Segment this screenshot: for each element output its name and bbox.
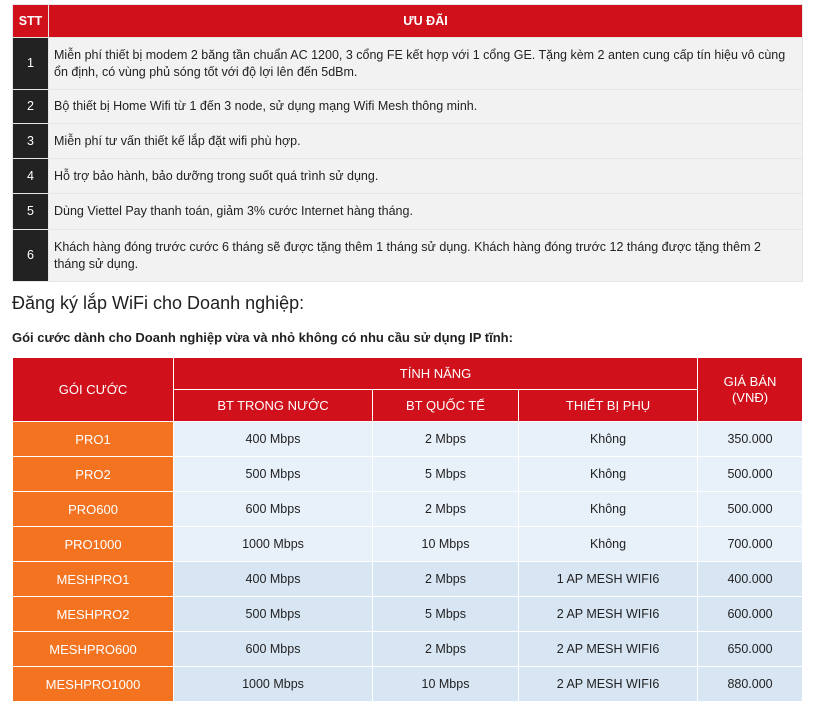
benefit-text: Hỗ trợ bảo hành, bảo dưỡng trong suốt quá trình sử dụng.: [49, 159, 803, 194]
plan-row: [13, 422, 803, 457]
plan-price: 600.000: [698, 597, 803, 632]
features-header: TÍNH NĂNG: [174, 358, 698, 390]
price-header-line1: GIÁ BÁN: [723, 373, 777, 389]
benefit-number: 1: [13, 38, 49, 90]
benefit-text: Miễn phí tư vấn thiết kế lắp đặt wifi phù hợp.: [49, 124, 803, 159]
benefit-row: [13, 90, 803, 124]
plan-price: 650.000: [698, 632, 803, 667]
plan-name: MESHPRO1000: [13, 667, 174, 702]
benefit-text: Miễn phí thiết bị modem 2 băng tần chuẩn AC 1200, 3 cổng FE kết hợp với 1 cổng GE. Tặng kèm 2 anten cung cấp tín hiệu vô cùng ổn định, có vùng phủ sóng tốt với độ lợi lên đến 5dBm.: [49, 38, 803, 90]
plan-domestic: 600 Mbps: [174, 492, 373, 527]
benefit-row: [13, 194, 803, 230]
plan-international: 2 Mbps: [373, 492, 519, 527]
benefit-number: 6: [13, 230, 49, 282]
plans-table: [12, 357, 803, 702]
plan-row: [13, 492, 803, 527]
benefit-number: 4: [13, 159, 49, 194]
plan-international: 5 Mbps: [373, 597, 519, 632]
plan-price: 880.000: [698, 667, 803, 702]
domestic-bandwidth-header: BT TRONG NƯỚC: [174, 390, 373, 422]
price-header: [698, 358, 803, 422]
plan-device: 2 AP MESH WIFI6: [519, 597, 698, 632]
benefit-row: [13, 159, 803, 194]
benefit-row: [13, 230, 803, 282]
offer-header: ƯU ĐÃI: [49, 5, 803, 38]
plan-name: MESHPRO600: [13, 632, 174, 667]
plan-device: Không: [519, 492, 698, 527]
plan-domestic: 1000 Mbps: [174, 667, 373, 702]
plan-name: PRO2: [13, 457, 174, 492]
plan-price: 400.000: [698, 562, 803, 597]
benefit-number: 2: [13, 90, 49, 124]
plan-name: MESHPRO2: [13, 597, 174, 632]
plan-device: 1 AP MESH WIFI6: [519, 562, 698, 597]
plan-price: 500.000: [698, 457, 803, 492]
plan-domestic: 600 Mbps: [174, 632, 373, 667]
plan-international: 10 Mbps: [373, 667, 519, 702]
plan-device: 2 AP MESH WIFI6: [519, 632, 698, 667]
plan-row: [13, 527, 803, 562]
plan-device: Không: [519, 422, 698, 457]
benefit-row: [13, 38, 803, 90]
benefit-text: Khách hàng đóng trước cước 6 tháng sẽ được tặng thêm 1 tháng sử dụng. Khách hàng đóng trước 12 tháng được tặng thêm 2 tháng sử dụng.: [49, 230, 803, 282]
plan-row: [13, 457, 803, 492]
benefits-header-row: [13, 5, 803, 38]
plan-row: [13, 562, 803, 597]
plan-device: Không: [519, 527, 698, 562]
section-subtitle: Gói cước dành cho Doanh nghiệp vừa và nhỏ không có nhu cầu sử dụng IP tĩnh:: [12, 330, 513, 345]
plan-domestic: 400 Mbps: [174, 562, 373, 597]
benefit-row: [13, 124, 803, 159]
plan-row: [13, 632, 803, 667]
device-header: THIẾT BỊ PHỤ: [519, 390, 698, 422]
benefit-text: Dùng Viettel Pay thanh toán, giảm 3% cước Internet hàng tháng.: [49, 194, 803, 230]
plan-price: 700.000: [698, 527, 803, 562]
plan-international: 10 Mbps: [373, 527, 519, 562]
benefit-number: 3: [13, 124, 49, 159]
benefits-table: [12, 4, 803, 282]
stt-header: STT: [13, 5, 49, 38]
plan-domestic: 500 Mbps: [174, 457, 373, 492]
plan-price: 500.000: [698, 492, 803, 527]
plan-domestic: 400 Mbps: [174, 422, 373, 457]
international-bandwidth-header: BT QUỐC TẾ: [373, 390, 519, 422]
plan-row: [13, 667, 803, 702]
plan-row: [13, 597, 803, 632]
plan-international: 5 Mbps: [373, 457, 519, 492]
plan-domestic: 500 Mbps: [174, 597, 373, 632]
price-header-line2: (VNĐ): [731, 389, 769, 405]
benefit-number: 5: [13, 194, 49, 230]
plan-name: PRO600: [13, 492, 174, 527]
plan-device: 2 AP MESH WIFI6: [519, 667, 698, 702]
plan-international: 2 Mbps: [373, 562, 519, 597]
benefit-text: Bộ thiết bị Home Wifi từ 1 đến 3 node, sử dụng mạng Wifi Mesh thông minh.: [49, 90, 803, 124]
plan-domestic: 1000 Mbps: [174, 527, 373, 562]
section-title: Đăng ký lắp WiFi cho Doanh nghiệp:: [12, 293, 305, 313]
package-header: GÓI CƯỚC: [13, 358, 174, 422]
plan-name: PRO1: [13, 422, 174, 457]
plan-international: 2 Mbps: [373, 632, 519, 667]
plan-device: Không: [519, 457, 698, 492]
plan-name: PRO1000: [13, 527, 174, 562]
plan-international: 2 Mbps: [373, 422, 519, 457]
plans-header-row-1: [13, 358, 803, 390]
plan-name: MESHPRO1: [13, 562, 174, 597]
plan-price: 350.000: [698, 422, 803, 457]
